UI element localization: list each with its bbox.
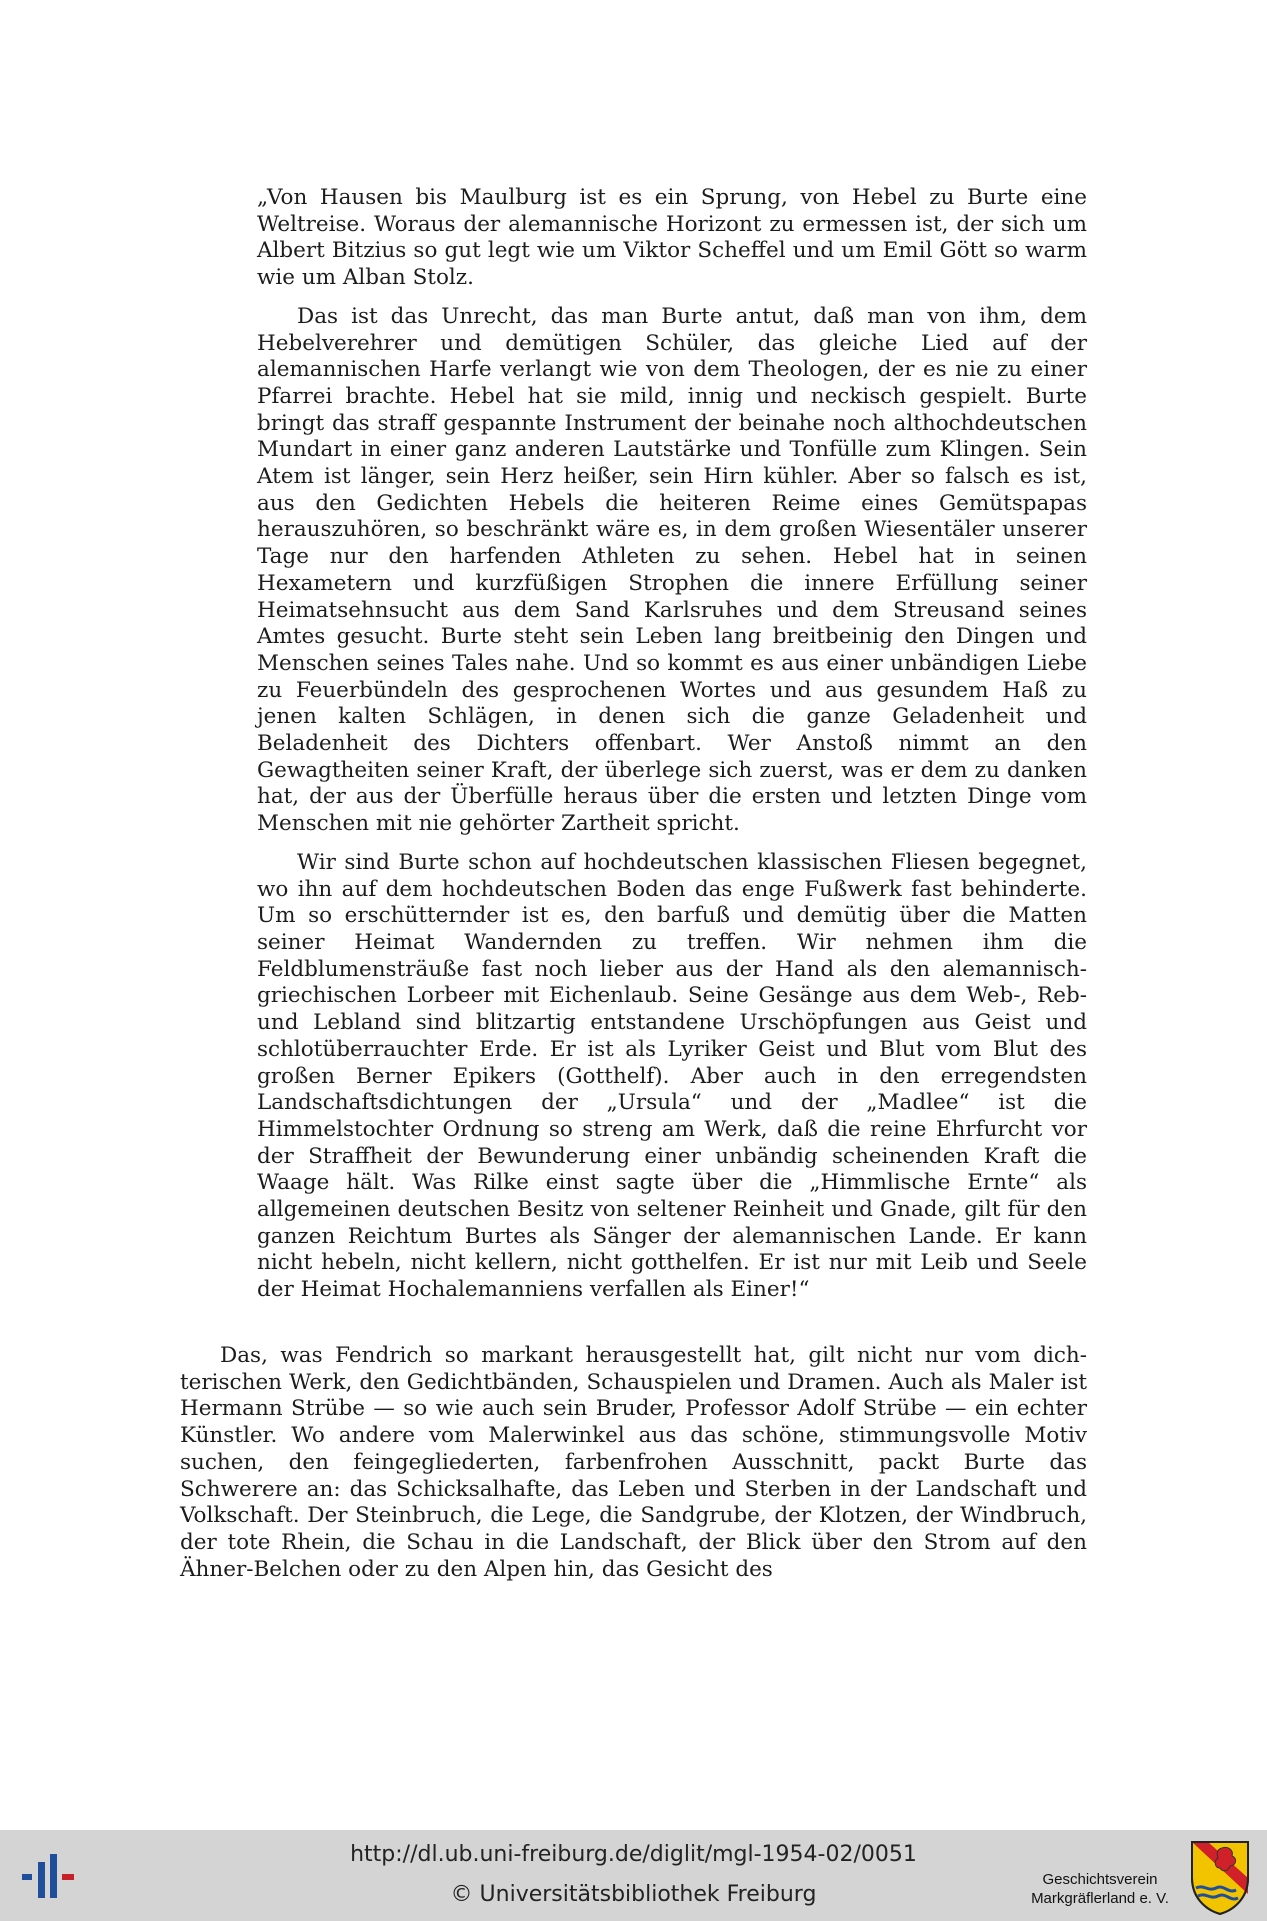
viewer-footer [0,1830,1267,1921]
coat-of-arms-icon[interactable] [1188,1838,1252,1916]
copyright-notice: © Universitätsbibliothek Freiburg [450,1882,817,1907]
body-text-block [180,1343,1087,1583]
permalink-url[interactable]: http://dl.ub.uni-freiburg.de/diglit/mgl-1954-02/0051 [350,1842,917,1867]
quote-paragraph-3: Wir sind Burte schon auf hochdeutschen klassischen Fliesen begegnet, wo ihn auf dem hochdeutschen Boden das enge Fußwerk fast behinderte. Um so erschütternder ist es, den barfuß und demütig über die Matten seiner Heimat Wandernden zu treffen. Wir nehmen ihm die Feldblumensträuße fast noch lieber aus der Hand als den alemannisch-griechischen Lorbeer mit Eichenlaub. Seine Gesänge aus dem Web-, Reb- und Lebland sind blitzartig entstandene Urschöpfungen aus Geist und schlotüberrauchter Erde. Er ist als Lyriker Geist und Blut vom Blut des großen Berner Epikers (Gotthelf). Aber auch in den erregendsten Landschaftsdichtungen der „Ursula“ und der „Madlee“ ist die Himmelstochter Ordnung so streng am Werk, daß die reine Ehrfurcht vor der Straffheit der Bewunderung einer unbändig scheinenden Kraft die Waage hält. Was Rilke einst sagte über die „Himmlische Ernte“ als allgemeinen deutschen Besitz von seltener Reinheit und Gnade, gilt für den ganzen Reichtum Burtes als Sänger der alemannischen Lande. Er kann nicht hebeln, nicht kellern, nicht gotthelfen. Er ist nur mit Leib und Seele der Heimat Hochalemanniens verfallen als Einer!“ [257,849,1087,1303]
quote-paragraph-2: Das ist das Unrecht, das man Burte antut, daß man von ihm, dem Hebelverehrer und demütigen Schüler, das gleiche Lied auf der alemannischen Harfe verlangt wie von dem Theologen, der es nie zu einer Pfarrei brachte. Hebel hat sie mild, innig und neckisch gespielt. Burte bringt das straff gespannte Instrument der beinahe noch althochdeutschen Mundart in einer ganz anderen Lautstärke und Tonfülle zum Klingen. Sein Atem ist länger, sein Herz heißer, sein Hirn kühler. Aber so falsch es ist, aus den Gedichten Hebels die heiteren Reime eines Gemütspapas herauszuhören, so beschränkt wäre es, in dem großen Wiesentäler unserer Tage nur den harfenden Athleten zu sehen. Hebel hat in seinen Hexametern und kurzfüßigen Strophen die innere Erfüllung seiner Heimatsehnsucht aus dem Sand Karlsruhes und dem Streusand seines Amtes gesucht. Burte steht sein Leben lang breitbeinig den Dingen und Menschen seines Tales nahe. Und so kommt es aus einer unbändigen Liebe zu Feuerbündeln des gesprochenen Wortes und aus gesundem Haß zu jenen kalten Schlägen, in denen sich die ganze Geladenheit und Beladenheit des Dichters offenbart. Wer Anstoß nimmt an den Gewagtheiten seiner Kraft, der überlege sich zuerst, was er dem zu danken hat, der aus der Überfülle heraus über die ersten und letzten Dinge vom Menschen mit nie gehörter Zartheit spricht. [257,303,1087,837]
quote-paragraph-1: „Von Hausen bis Maulburg ist es ein Sprung, von Hebel zu Burte eine Weltreise. Woraus der alemannische Horizont zu ermessen ist, der sich um Albert Bitzius so gut legt wie um Viktor Scheffel und um Emil Gött so warm wie um Alban Stolz. [257,185,1087,291]
quotation-block [257,185,1087,1304]
society-name [1015,1870,1185,1908]
society-name-line-2: Markgräflerland e. V. [1031,1890,1169,1907]
society-name-line-1: Geschichtsverein [1042,1871,1158,1888]
body-paragraph: Das, was Fendrich so markant herausgestellt hat, gilt nicht nur vom dichterischen Werk, den Gedichtbänden, Schauspielen und Dramen. Auch als Maler ist Hermann Strübe — so wie auch sein Bruder, Professor Adolf Strübe — ein echter Künstler. Wo andere vom Malerwinkel aus das schöne, stimmungsvolle Motiv suchen, den feingegliederten, farbenfrohen Ausschnitt, packt Burte das Schwerere an: das Schicksalhafte, das Leben und Sterben in der Landschaft und Volkschaft. Der Steinbruch, die Lege, die Sandgrube, der Klotzen, der Windbruch, der tote Rhein, die Schau in die Landschaft, der Blick über den Strom auf den Ähner-Belchen oder zu den Alpen hin, das Gesicht des [180,1343,1087,1582]
